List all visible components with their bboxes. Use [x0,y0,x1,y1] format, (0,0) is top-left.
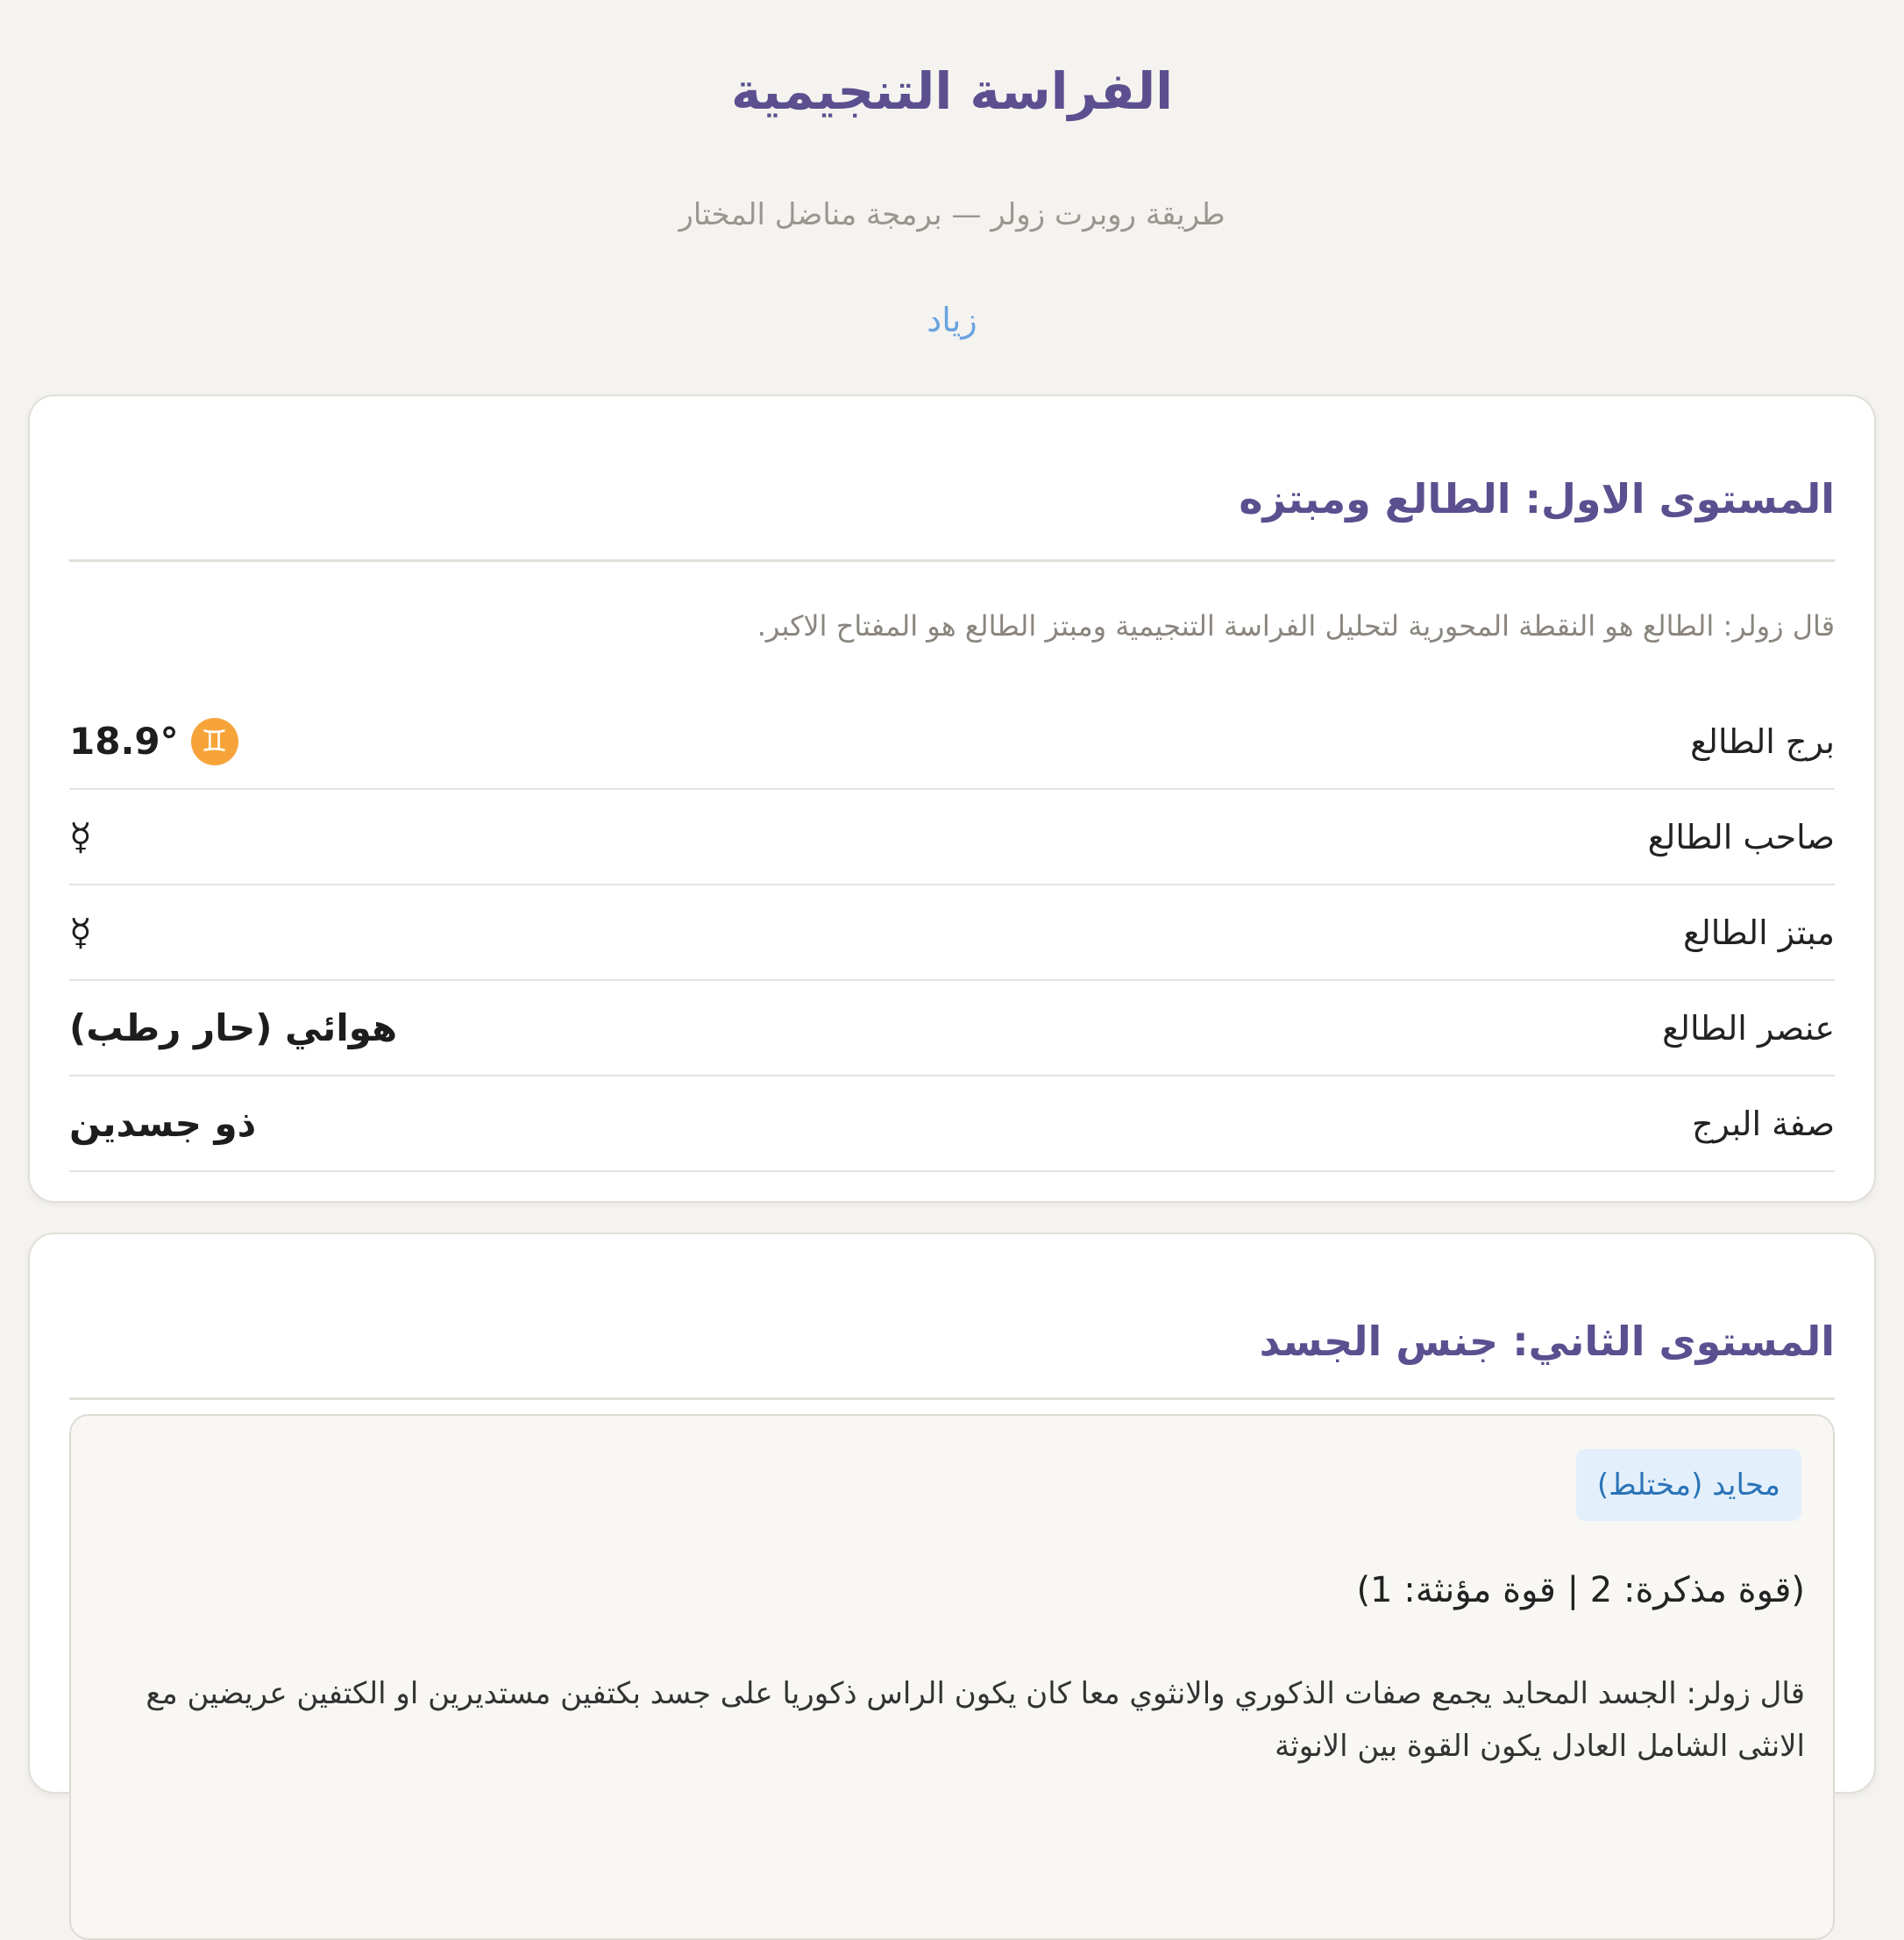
row-label: صاحب الطالع [1647,817,1835,856]
mercury-icon: ☿ [69,911,92,954]
row-ascendant-sign [69,694,1835,790]
level1-intro: قال زولر: الطالع هو النقطة المحورية لتحليل الفراسة التنجيمية ومبتز الطالع هو المفتاح الاكبر. [757,609,1835,643]
row-value: هوائي (حار رطب) [69,1006,398,1049]
level1-title: المستوى الاول: الطالع ومبتزه [1239,475,1835,522]
user-name-link[interactable]: زياد [927,301,977,339]
row-value: ذو جسدين [69,1102,257,1145]
gemini-icon: ♊ [191,718,238,765]
row-label: عنصر الطالع [1662,1008,1835,1048]
row-sign-quality [69,1077,1835,1172]
level1-divider [69,559,1835,562]
body-gender-box [69,1414,1835,1940]
row-label: مبتز الطالع [1682,913,1835,952]
level2-description: قال زولر: الجسد المحايد يجمع صفات الذكوري والانثوي معا كان يكون الراس ذكوريا على جسد بكتفين مستديرين او الكتفين عريضين مع الانثى الشامل العادل يكون القوة بين الانوثة [146,1676,1805,1764]
row-value [69,718,238,765]
ascendant-degree: 18.9° [69,720,179,763]
page-header [0,0,1904,386]
level2-card [28,1233,1876,1794]
gender-badge: محايد (مختلط) [1576,1449,1801,1521]
row-ascendant-element [69,981,1835,1077]
app-title: الفراسة التنجيمية [731,61,1173,121]
level1-rows [69,694,1835,1172]
mercury-icon: ☿ [69,815,92,858]
row-ascendant-ruler [69,790,1835,885]
app-subtitle: طريقة روبرت زولر — برمجة مناضل المختار [678,197,1226,232]
level1-card [28,394,1876,1203]
row-label: برج الطالع [1690,721,1835,761]
row-ascendant-almuten [69,885,1835,981]
row-label: صفة البرج [1691,1104,1835,1143]
level2-title: المستوى الثاني: جنس الجسد [1259,1318,1835,1365]
level2-divider [69,1397,1835,1400]
strength-summary: (قوة مذكرة: 2 | قوة مؤنثة: 1) [1356,1570,1805,1610]
